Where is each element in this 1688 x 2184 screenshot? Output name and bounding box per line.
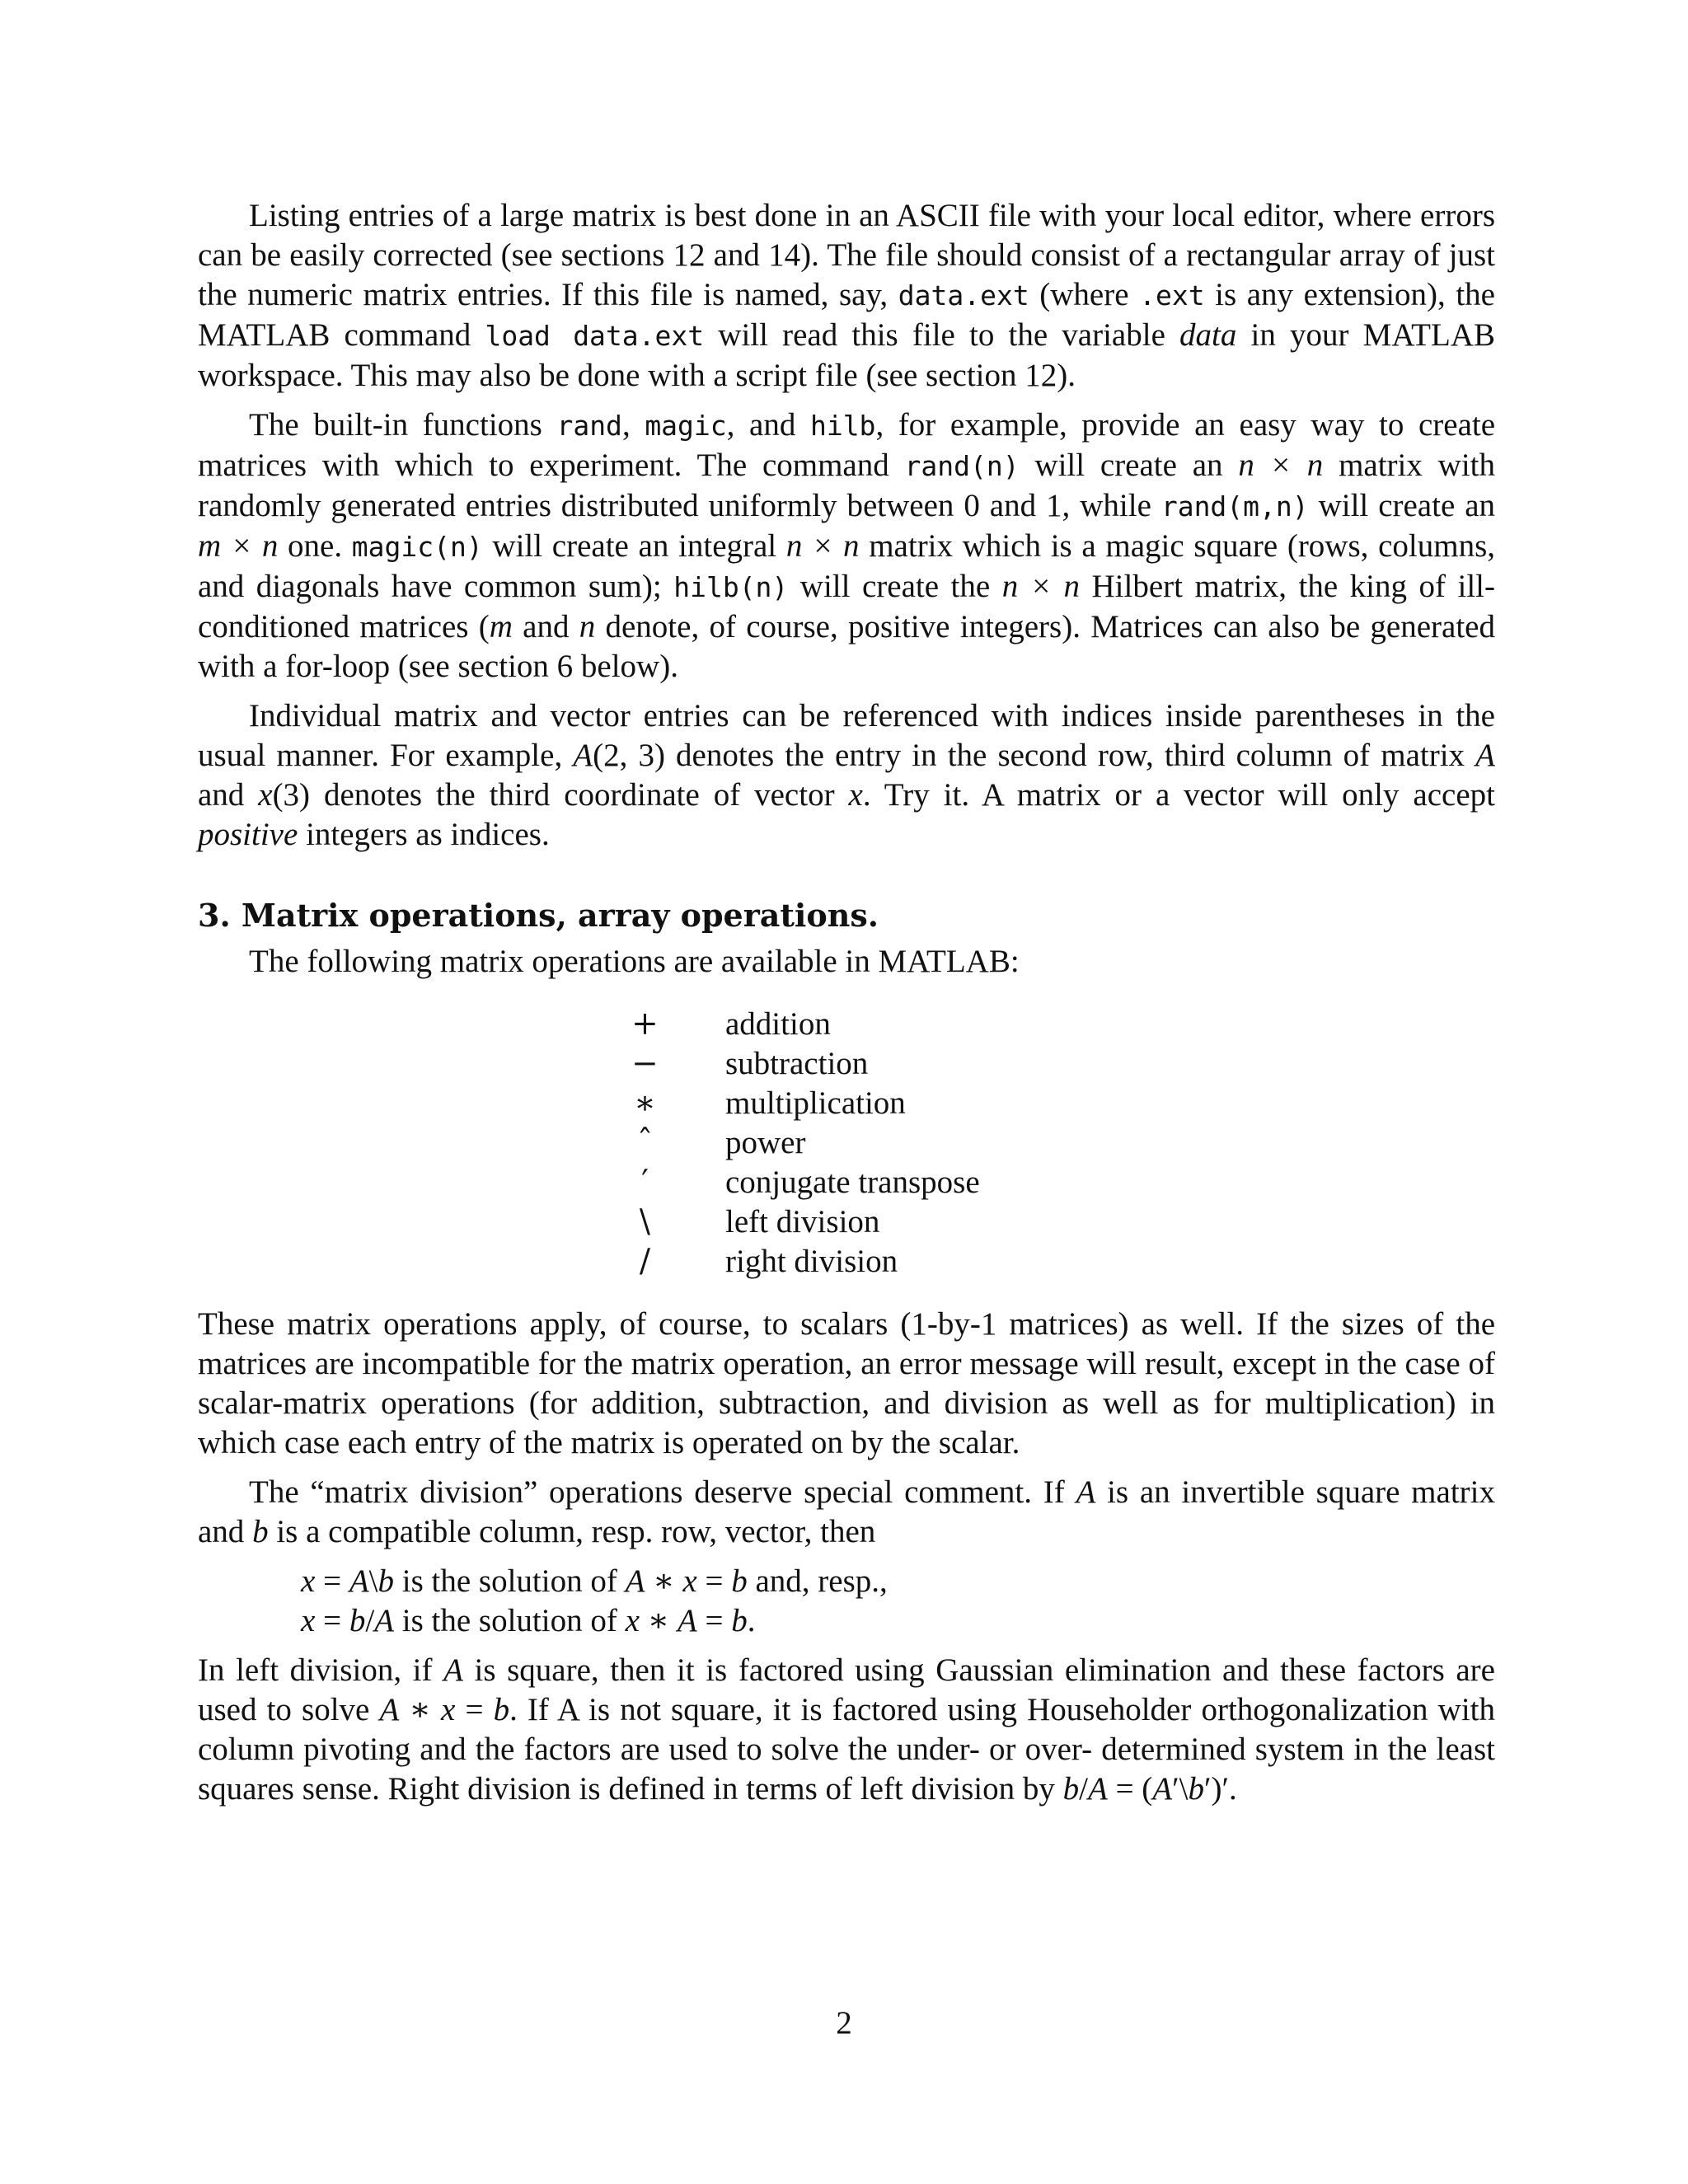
operator-description: left division — [725, 1204, 880, 1240]
operation-row — [589, 1242, 980, 1282]
operation-row — [589, 1084, 980, 1123]
operator-symbol: \ — [639, 1203, 651, 1240]
paragraph-left-division: In left division, if A is square, then it is factored using Gaussian elimination and these factors are used to solve A ∗ x = b. If A is not square, it is factored using Householder orthogonalization with column pivoting and the factors are used to solve the under- or over- determined system in the least squares sense. Right division is defined in terms of left division by b/A = (A′\b′)′. — [198, 1652, 1496, 1807]
operator-symbol: ˆ — [636, 1124, 654, 1161]
operator-symbol: / — [639, 1243, 651, 1280]
section-heading: 3. Matrix operations, array operations. — [198, 897, 879, 934]
page-number: 2 — [836, 2005, 852, 2041]
division-equations — [198, 1562, 1495, 1641]
section-intro: The following matrix operations are available in MATLAB: — [249, 944, 1020, 979]
page-content — [198, 196, 1495, 1819]
paragraph-indexing: Individual matrix and vector entries can be referenced with indices inside parentheses in the usual manner. For example, A(2, 3) denotes the entry in the second row, third column of matrix A and x(3) denotes the third coordinate of vector x. Try it. A matrix or a vector will only accept positive integers as indices. — [198, 698, 1495, 852]
operator-description: power — [725, 1125, 806, 1160]
operator-symbol: ∗ — [634, 1085, 656, 1122]
operation-row — [589, 1044, 980, 1084]
operator-description: multiplication — [725, 1085, 906, 1121]
paragraph-scalar-operations: These matrix operations apply, of course, to scalars (1-by-1 matrices) as well. If the sizes of the matrices are incompatible for the matrix operation, an error message will result, except in the case of scalar-matrix operations (for addition, subtraction, and division as well as for multiplication) in which case each entry of the matrix is operated on by the scalar. — [198, 1306, 1495, 1460]
operation-row — [589, 1163, 980, 1202]
left-division-equation: x = A\b is the solution of A ∗ x = b and, resp., — [301, 1563, 888, 1599]
operation-row — [589, 1123, 980, 1163]
paragraph-matrix-division: The “matrix division” operations deserve special comment. If A is an invertible square matrix and b is a compatible column, resp. row, vector, then — [198, 1474, 1495, 1549]
operation-row — [589, 1005, 980, 1044]
paragraph-builtin-functions: The built-in functions rand, magic, and hilb, for example, provide an easy way to create matrices with which to experiment. The command rand(n) will create an n × n matrix with randomly generated entries distributed uniformly between 0 and 1, while rand(m,n) will create an m × n one. magic(n) will create an integral n × n matrix which is a magic square (rows, columns, and diagonals have common sum); hilb(n) will create the n × n Hilbert matrix, the king of ill-conditioned matrices (m and n denote, of course, positive integers). Matrices can also be generated with a for-loop (see section 6 below). — [198, 407, 1496, 684]
right-division-equation: x = b/A is the solution of x ∗ A = b. — [301, 1603, 756, 1638]
operation-row — [589, 1202, 980, 1242]
operations-table — [589, 1005, 980, 1282]
operator-symbol: + — [631, 1005, 659, 1043]
operator-description: right division — [725, 1244, 898, 1279]
paragraph-ascii-file: Listing entries of a large matrix is best done in an ASCII file with your local editor, where errors can be easily corrected (see sections 12 and 14). The file should consist of a rectangular array of just the numeric matrix entries. If this file is named, say, data.ext (where .ext is any extension), the MATLAB command load data.ext will read this file to the variable data in your MATLAB workspace. This may also be done with a script file (see section 12). — [198, 198, 1495, 393]
operator-description: addition — [725, 1006, 831, 1042]
operator-description: conjugate transpose — [725, 1165, 980, 1200]
operator-description: subtraction — [725, 1046, 869, 1081]
operator-symbol: − — [631, 1045, 659, 1082]
operator-symbol: ′ — [641, 1164, 649, 1201]
